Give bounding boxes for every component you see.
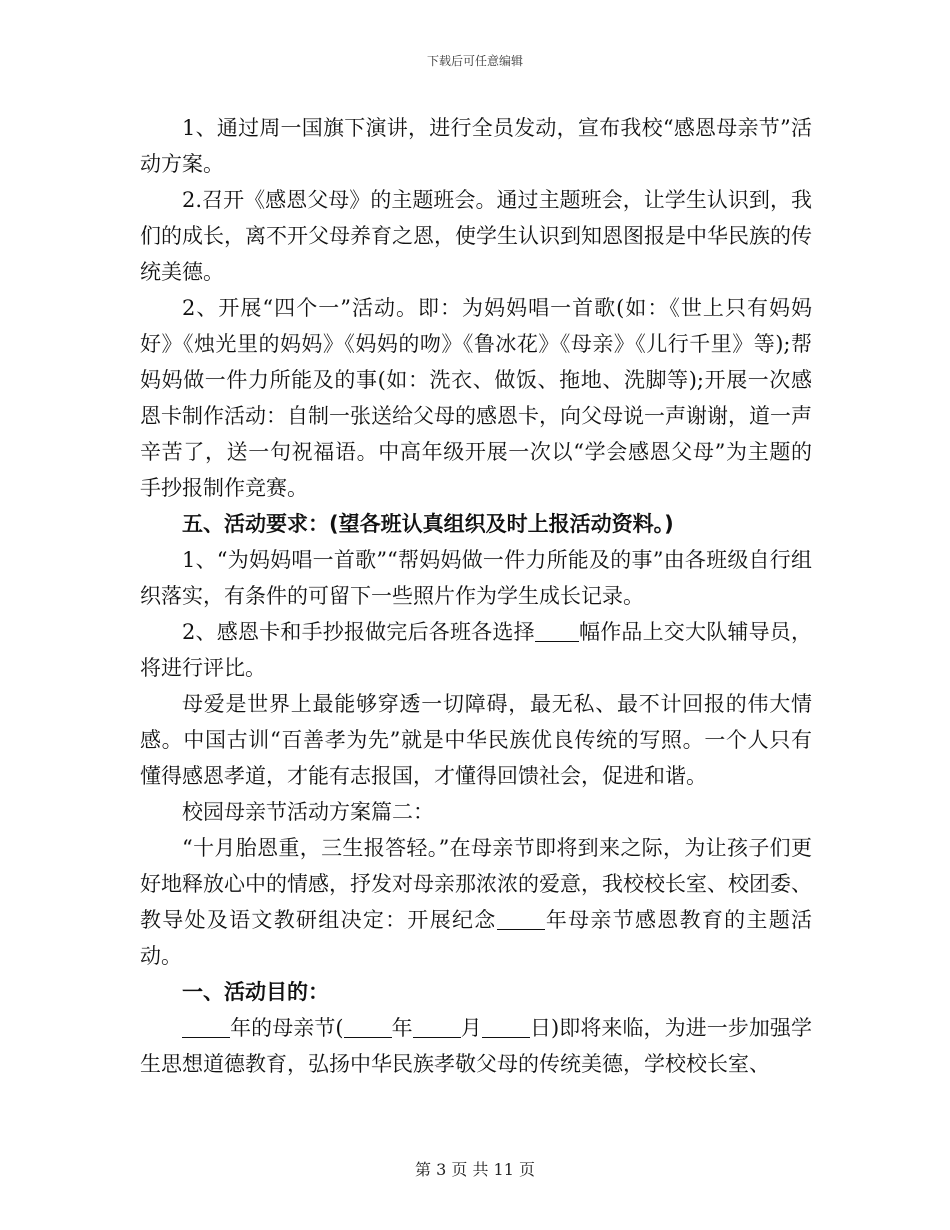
- paragraph-9-text-b: 年: [391, 1016, 413, 1040]
- paragraph-8: [140, 830, 812, 974]
- paragraph-1: 1、通过周一国旗下演讲，进行全员发动，宣布我校“感恩母亲节”活动方案。: [140, 116, 812, 176]
- paragraph-5: [140, 614, 812, 686]
- paragraph-6: 母爱是世界上最能够穿透一切障碍，最无私、最不计回报的伟大情感。中国古训“百善孝为先”就是中华民族优良传统的写照。一个人只有懂得感恩孝道，才能有志报国，才懂得回馈社会，促进和谐。: [140, 692, 812, 788]
- paragraph-8-text-b: 年母亲节感恩教育的主题活动。: [140, 908, 813, 968]
- fill-blank: [482, 1017, 530, 1038]
- paragraph-4: 1、“为妈妈唱一首歌”“帮妈妈做一件力所能及的事”由各班级自行组织落实，有条件的可留下一些照片作为学生成长记录。: [140, 548, 812, 608]
- paragraph-9: [140, 1010, 812, 1082]
- fill-blank: [344, 1017, 392, 1038]
- page-footer: 第 3 页 共 11 页: [415, 1160, 535, 1179]
- paragraph-8-text-a: “十月胎恩重，三生报答轻。”在母亲节即将到来之际，为让孩子们更好地释放心中的情感，抒发对母亲那浓浓的爱意，我校校长室、校团委、教导处及语文教研组决定：开展纪念: [140, 836, 812, 932]
- paragraph-9-text-d: 日)即将来临，为进一步加强学生思想道德教育，弘扬中华民族孝敬父母的传统美德，学校校长室、: [140, 1016, 812, 1076]
- paragraph-3: 2、开展“四个一”活动。即：为妈妈唱一首歌(如：《世上只有妈妈好》《烛光里的妈妈》《妈妈的吻》《鲁冰花》《母亲》《儿行千里》等);帮妈妈做一件力所能及的事(如：洗衣、做饭、拖地、洗脚等);开展一次感恩卡制作活动：自制一张送给父母的感恩卡，向父母说一声谢谢，道一声辛苦了，送一句祝福语。中高年级开展一次以“学会感恩父母”为主题的手抄报制作竞赛。: [140, 296, 812, 500]
- section-heading-5: 五、活动要求：(望各班认真组织及时上报活动资料。): [182, 512, 674, 536]
- paragraph-5-text-b: 幅作品上交大队辅导员，将进行评比。: [140, 620, 813, 680]
- paragraph-2: 2.召开《感恩父母》的主题班会。通过主题班会，让学生认识到，我们的成长，离不开父母养育之恩，使学生认识到知恩图报是中华民族的传统美德。: [140, 188, 812, 284]
- paragraph-5-text-a: 2、感恩卡和手抄报做完后各班各选择: [182, 620, 535, 644]
- fill-blank: [413, 1017, 461, 1038]
- document-body: [140, 110, 812, 1082]
- paragraph-7: 校园母亲节活动方案篇二：: [182, 800, 434, 824]
- page-header: 下载后可任意编辑: [426, 54, 523, 68]
- section-heading-1: 一、活动目的：: [182, 980, 329, 1004]
- fill-blank: [535, 621, 579, 642]
- fill-blank: [182, 1017, 230, 1038]
- paragraph-9-text-a: 年的母亲节(: [230, 1016, 344, 1040]
- fill-blank: [497, 909, 545, 930]
- paragraph-9-text-c: 月: [460, 1016, 482, 1040]
